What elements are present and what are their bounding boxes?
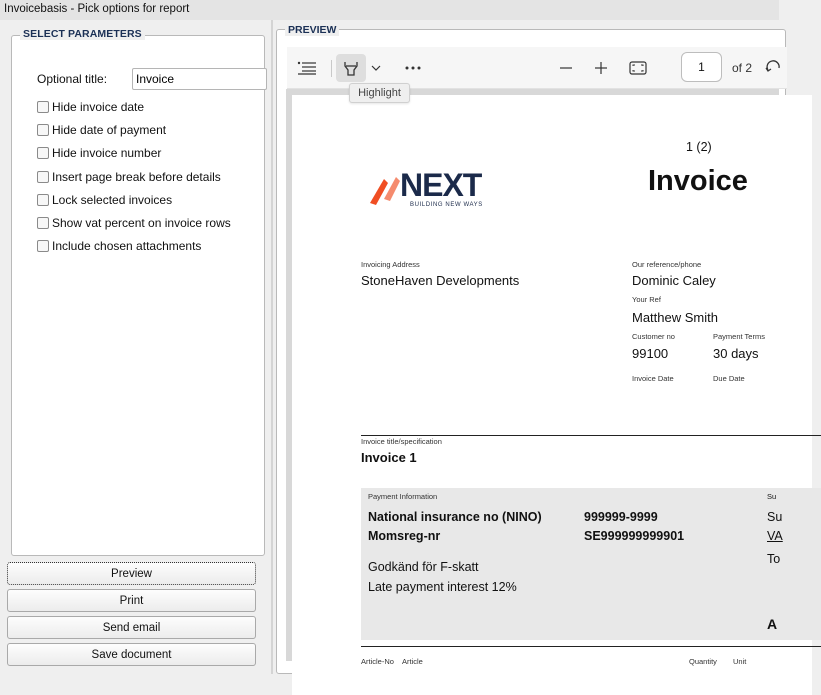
our-reference-label: Our reference/phone bbox=[632, 260, 702, 269]
zoom-in-button[interactable] bbox=[587, 54, 615, 82]
momsreg-value: SE999999999901 bbox=[584, 529, 685, 543]
invoicing-address-value: StoneHaven Developments bbox=[361, 273, 520, 288]
lock-selected-invoices-option[interactable] bbox=[37, 188, 231, 211]
send-email-button[interactable]: Send email bbox=[7, 616, 256, 639]
amount-label-cut: A bbox=[767, 616, 778, 632]
checkbox-label: Lock selected invoices bbox=[52, 192, 173, 207]
checkbox-label: Include chosen attachments bbox=[52, 239, 202, 254]
document-viewport[interactable] bbox=[286, 89, 783, 666]
print-button[interactable]: Print bbox=[7, 589, 256, 612]
preview-button[interactable]: Preview bbox=[7, 562, 256, 585]
checkbox-label: Insert page break before details bbox=[52, 169, 221, 184]
highlight-options-button[interactable] bbox=[368, 54, 384, 82]
rotate-button[interactable] bbox=[765, 54, 787, 82]
hide-invoice-date-checkbox[interactable] bbox=[37, 101, 49, 113]
payment-info-box bbox=[361, 488, 821, 640]
your-ref-value: Matthew Smith bbox=[632, 310, 718, 325]
article-header: Article bbox=[402, 657, 423, 666]
zoom-in-icon bbox=[594, 61, 608, 75]
checkbox-label: Hide invoice date bbox=[52, 99, 145, 114]
checkbox-label: Show vat percent on invoice rows bbox=[52, 216, 231, 231]
logo-tagline: BUILDING NEW WAYS bbox=[410, 202, 483, 208]
rotate-icon bbox=[765, 60, 783, 76]
invoicing-address-label: Invoicing Address bbox=[361, 260, 420, 269]
window-title: Invoicebasis - Pick options for report bbox=[0, 0, 779, 20]
checkbox-label: Hide invoice number bbox=[52, 146, 162, 161]
show-vat-percent-checkbox[interactable] bbox=[37, 217, 49, 229]
include-attachments-option[interactable] bbox=[37, 235, 231, 258]
toolbar-separator bbox=[331, 60, 332, 77]
highlight-icon bbox=[343, 60, 359, 76]
hide-invoice-number-checkbox[interactable] bbox=[37, 147, 49, 159]
total-label-cut: To bbox=[767, 552, 781, 566]
rows-divider bbox=[361, 646, 821, 647]
page-number-input[interactable]: 1 bbox=[681, 52, 722, 82]
spec-value: Invoice 1 bbox=[361, 450, 417, 465]
outline-icon bbox=[297, 61, 317, 75]
checkbox-list bbox=[37, 95, 231, 258]
more-button[interactable] bbox=[399, 54, 427, 82]
outline-button[interactable] bbox=[293, 54, 321, 82]
preview-legend: PREVIEW bbox=[285, 24, 339, 36]
show-vat-percent-option[interactable] bbox=[37, 211, 231, 234]
hide-date-of-payment-checkbox[interactable] bbox=[37, 124, 49, 136]
checkbox-label: Hide date of payment bbox=[52, 122, 167, 137]
parameters-pane bbox=[0, 20, 271, 674]
due-date-label: Due Date bbox=[713, 374, 745, 383]
spec-label: Invoice title/specification bbox=[361, 437, 442, 446]
zoom-out-icon bbox=[559, 61, 573, 75]
our-reference-value: Dominic Caley bbox=[632, 273, 716, 288]
hide-invoice-date-option[interactable] bbox=[37, 95, 231, 118]
summary-label-cut: Su bbox=[767, 492, 777, 501]
customer-no-label: Customer no bbox=[632, 332, 675, 341]
fit-page-icon bbox=[629, 61, 647, 75]
momsreg-label: Momsreg-nr bbox=[368, 529, 441, 543]
page-count: of 2 bbox=[732, 61, 753, 75]
fit-page-button[interactable] bbox=[624, 54, 652, 82]
parameters-legend: SELECT PARAMETERS bbox=[20, 28, 145, 40]
your-ref-label: Your Ref bbox=[632, 295, 661, 304]
vat-label-cut: VA bbox=[767, 529, 783, 543]
payment-terms-value: 30 days bbox=[713, 346, 759, 361]
hide-date-of-payment-option[interactable] bbox=[37, 118, 231, 141]
lock-selected-invoices-checkbox[interactable] bbox=[37, 194, 49, 206]
chevron-down-icon bbox=[371, 64, 381, 72]
quantity-header: Quantity bbox=[689, 657, 717, 666]
payment-info-label: Payment Information bbox=[368, 492, 438, 501]
hide-invoice-number-option[interactable] bbox=[37, 142, 231, 165]
subtotal-label-cut: Su bbox=[767, 510, 783, 524]
insert-page-break-checkbox[interactable] bbox=[37, 171, 49, 183]
payment-terms-label: Payment Terms bbox=[713, 332, 765, 341]
save-document-button[interactable]: Save document bbox=[7, 643, 256, 666]
late-interest-text: Late payment interest 12% bbox=[368, 580, 517, 594]
invoice-date-label: Invoice Date bbox=[632, 374, 674, 383]
nino-label: National insurance no (NINO) bbox=[368, 510, 542, 524]
include-attachments-checkbox[interactable] bbox=[37, 240, 49, 252]
optional-title-row bbox=[37, 68, 267, 90]
page-indicator: 1 (2) bbox=[686, 140, 712, 154]
invoice-heading: Invoice bbox=[648, 165, 748, 197]
unit-header: Unit bbox=[733, 657, 747, 666]
nino-value: 999999-9999 bbox=[584, 510, 658, 524]
zoom-out-button[interactable] bbox=[552, 54, 580, 82]
parameters-group bbox=[11, 35, 265, 556]
highlight-button[interactable] bbox=[336, 54, 366, 82]
more-icon bbox=[405, 66, 421, 70]
invoice-page bbox=[292, 95, 812, 695]
optional-title-input[interactable] bbox=[132, 68, 267, 90]
company-logo bbox=[366, 165, 506, 213]
customer-no-value: 99100 bbox=[632, 346, 669, 361]
logo-text: NEXT bbox=[400, 167, 482, 203]
insert-page-break-option[interactable] bbox=[37, 165, 231, 188]
fskatt-text: Godkänd för F-skatt bbox=[368, 560, 479, 574]
article-no-header: Article-No bbox=[361, 657, 394, 666]
optional-title-label: Optional title: bbox=[37, 72, 108, 86]
spec-divider bbox=[361, 435, 821, 436]
highlight-tooltip: Highlight bbox=[349, 83, 410, 103]
